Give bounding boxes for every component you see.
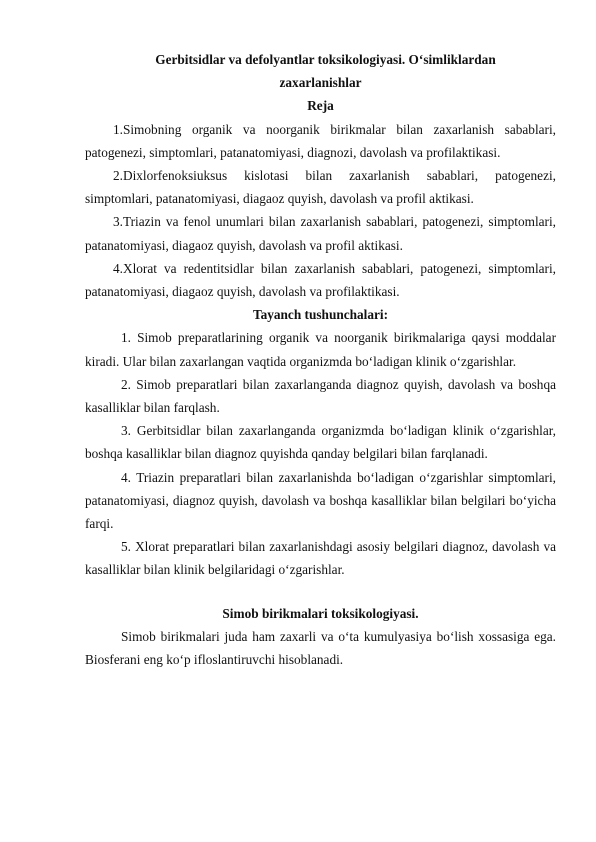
plan-item: 2.Dixlorfenoksiuksus kislotasi bilan zaxarlanish sabablari, patogenezi, simptomlari, patanatomiyasi, diagaoz quyish, davolash va profil aktikasi.	[85, 168, 556, 207]
spacer	[85, 582, 556, 602]
plan-heading: Reja	[307, 98, 334, 114]
section-heading: Simob birikmalari toksikologiyasi.	[222, 605, 419, 621]
concepts-heading: Tayanch tushunchalari:	[252, 307, 389, 323]
plan-item: 1.Simobning organik va noorganik birikmalar bilan zaxarlanish sabablari, patogenezi, simptomlari, patanatomiyasi, diagnozi, davolash va profilaktikasi.	[85, 121, 556, 160]
concept-item: 1. Simob preparatlarining organik va noorganik birikmalariga qaysi moddalar kiradi. Ular bilan zaxarlangan vaqtida organizmda bo‘ladigan klinik o‘zgarishlar.	[85, 330, 556, 369]
plan-item: 3.Triazin va fenol unumlari bilan zaxarlanish sabablari, patogenezi, simptomlari, patanatomiyasi, diagaoz quyish, davolash va profil aktikasi.	[85, 214, 556, 253]
concept-item: 2. Simob preparatlari bilan zaxarlanganda diagnoz quyish, davolash va boshqa kasalliklar bilan farqlash.	[85, 376, 556, 416]
page-title	[85, 48, 556, 94]
title-line-1: Gerbitsidlar va defolyantlar toksikologiyasi. O‘simliklardan	[155, 52, 496, 67]
plan-item: 4.Xlorat va redentitsidlar bilan zaxarlanish sabablari, patogenezi, simptomlari, patanatomiyasi, diagaoz quyish, davolash va profilaktikasi.	[85, 260, 556, 300]
concept-item: 3. Gerbitsidlar bilan zaxarlanganda organizmda bo‘ladigan klinik o‘zgarishlar, boshqa kasalliklar bilan diagnoz quyishda qanday belgilari bilan farqlanadi.	[85, 423, 556, 462]
concept-item: 5. Xlorat preparatlari bilan zaxarlanishdagi asosiy belgilari diagnoz, davolash va kasalliklar bilan klinik belgilaridagi o‘zgarishlar.	[85, 539, 556, 578]
document-page	[85, 48, 556, 671]
title-line-2: zaxarlanishlar	[279, 75, 362, 91]
concept-item: 4. Triazin preparatlari bilan zaxarlanishda bo‘ladigan o‘zgarishlar simptomlari, patanatomiyasi, diagnoz quyish, davolash va boshqa kasalliklar bilan belgilari bo‘yicha farqi.	[85, 469, 556, 532]
section-paragraph: Simob birikmalari juda ham zaxarli va o‘ta kumulyasiya bo‘lish xossasiga ega. Biosferani eng ko‘p ifloslantiruvchi hisoblanadi.	[85, 628, 556, 668]
